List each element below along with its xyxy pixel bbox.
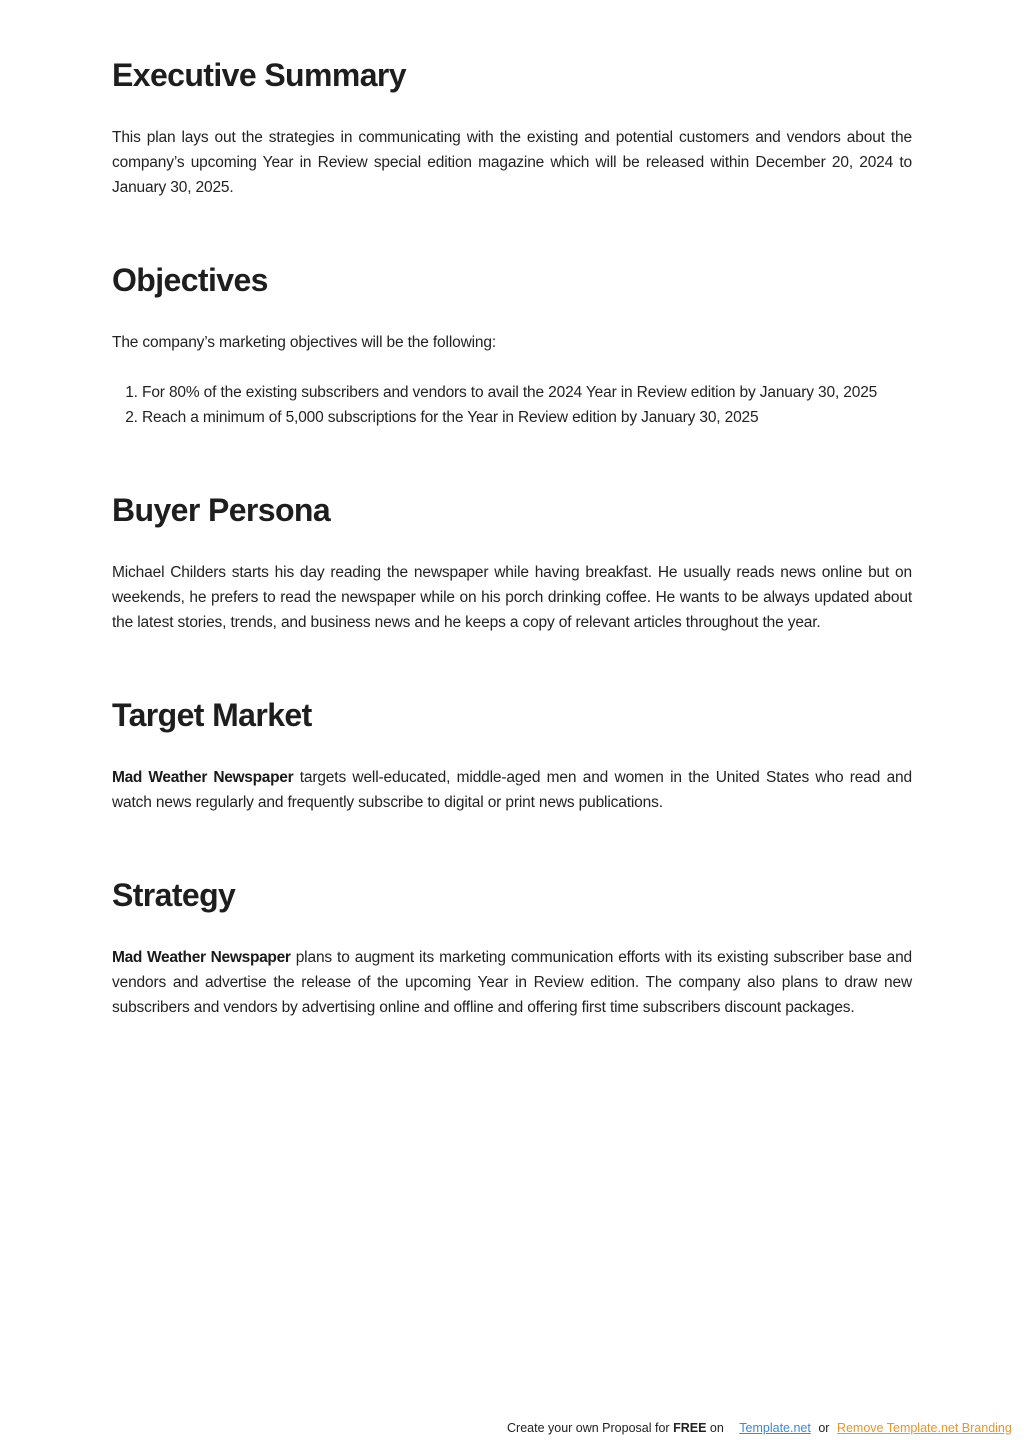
heading-objectives: Objectives	[112, 262, 268, 298]
heading-target-market: Target Market	[112, 697, 312, 733]
heading-strategy: Strategy	[112, 877, 236, 913]
remove-branding-link[interactable]: Remove Template.net Branding	[836, 1421, 1012, 1435]
branding-footer	[507, 1419, 1012, 1437]
strategy-text	[112, 945, 912, 1020]
section-target-market	[112, 695, 912, 815]
footer-prefix: Create your own Proposal for	[507, 1421, 674, 1435]
section-strategy	[112, 875, 912, 1020]
template-net-link[interactable]: Template.net	[739, 1421, 811, 1435]
objectives-list	[112, 380, 912, 430]
objective-item: 2. Reach a minimum of 5,000 subscriptions for the Year in Review edition by January 30, 2025	[142, 405, 912, 430]
section-objectives	[112, 260, 912, 430]
buyer-persona-text: Michael Childers starts his day reading the newspaper while having breakfast. He usually reads news online but on weekends, he prefers to read the newspaper while on his porch drinking coffee. He wants to be always updated about the latest stories, trends, and business news and he keeps a copy of relevant articles throughout the year.	[112, 564, 912, 631]
section-executive-summary	[112, 55, 912, 200]
strategy-body: plans to augment its marketing communication efforts with its existing subscriber base and vendors and advertise the release of the upcoming Year in Review edition. The company also plans to draw new subscribers and vendors by advertising online and offline and offering first time subscribers discount packages.	[112, 949, 913, 1016]
footer-or: or	[818, 1421, 830, 1435]
section-buyer-persona	[112, 490, 912, 635]
company-name: Mad Weather Newspaper	[112, 949, 291, 966]
company-name: Mad Weather Newspaper	[112, 769, 294, 786]
objective-item: 1. For 80% of the existing subscribers and vendors to avail the 2024 Year in Review edition by January 30, 2025	[142, 380, 912, 405]
objectives-intro: The company’s marketing objectives will be the following:	[112, 334, 497, 351]
target-market-body: targets well-educated, middle-aged men and women in the United States who read and watch news regularly and frequently subscribe to digital or print news publications.	[112, 769, 912, 811]
heading-buyer-persona: Buyer Persona	[112, 492, 331, 528]
heading-executive-summary: Executive Summary	[112, 57, 406, 93]
target-market-text	[112, 765, 912, 815]
footer-on: on	[706, 1421, 724, 1435]
footer-free: FREE	[673, 1421, 707, 1435]
executive-summary-text: This plan lays out the strategies in communicating with the existing and potential customers and vendors about the company’s upcoming Year in Review special edition magazine which will be released within December 20, 2024 to January 30, 2025.	[112, 129, 912, 196]
